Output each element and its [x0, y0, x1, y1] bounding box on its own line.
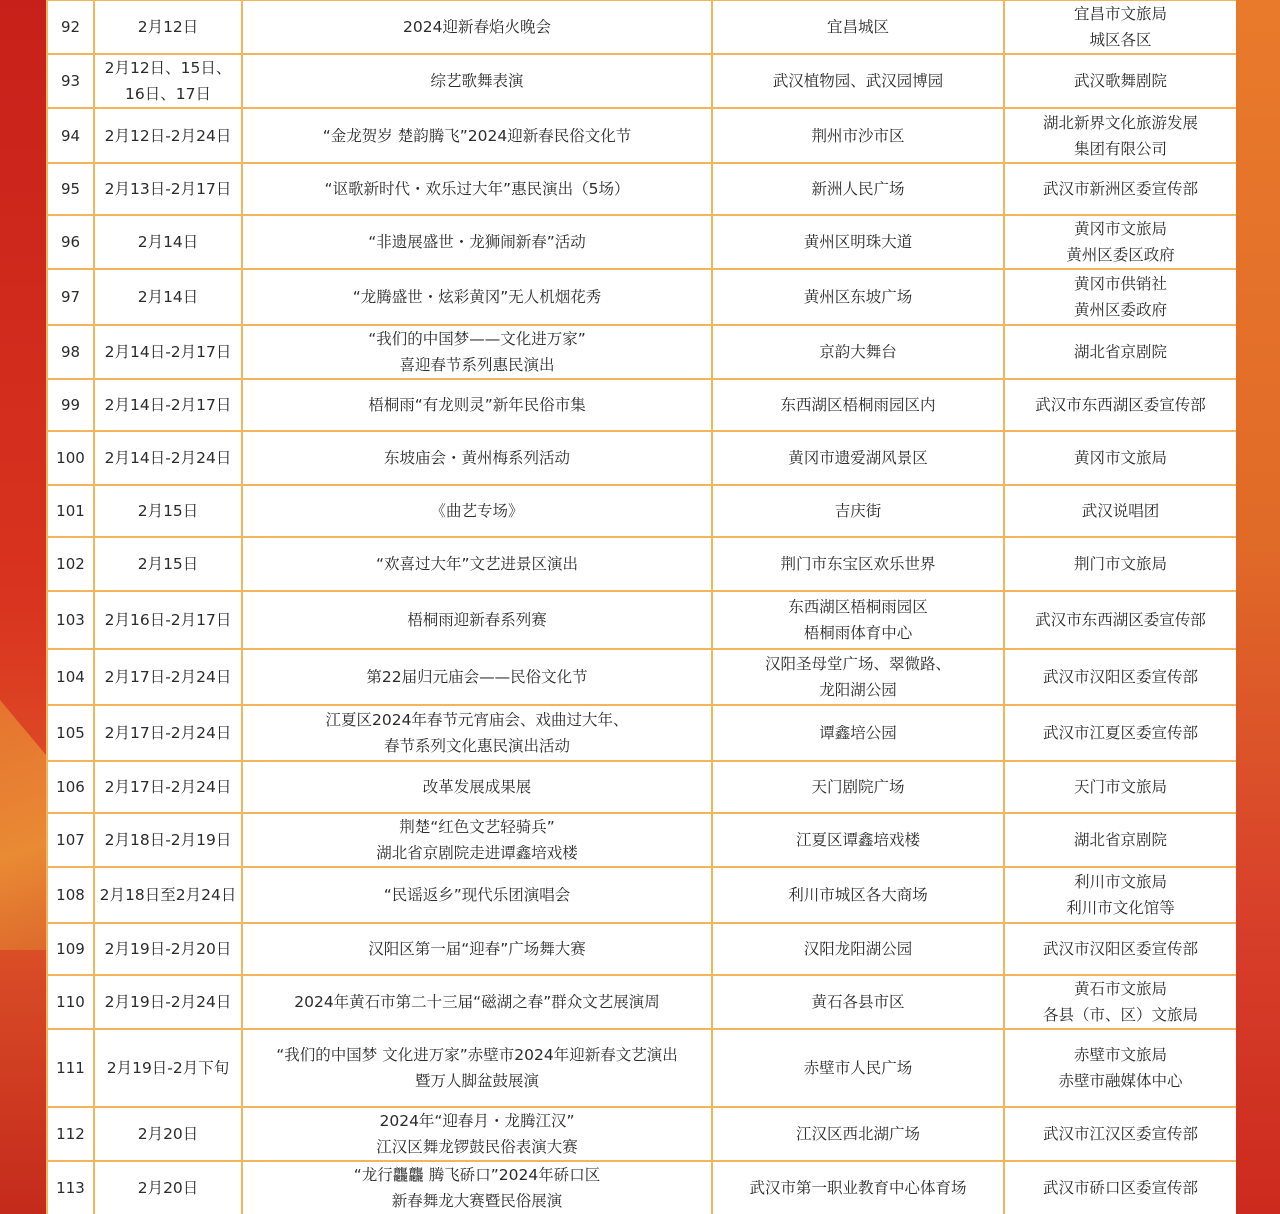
cell-event-name: 《曲艺专场》 [242, 485, 712, 537]
cell-venue: 荆州市沙市区 [712, 108, 1004, 163]
cell-event-name: “我们的中国梦 文化进万家”赤壁市2024年迎新春文艺演出 暨万人脚盆鼓展演 [242, 1029, 712, 1107]
cell-number: 110 [47, 975, 94, 1029]
cell-venue: 汉阳龙阳湖公园 [712, 923, 1004, 975]
cell-event-name: “民谣返乡”现代乐团演唱会 [242, 867, 712, 923]
cell-venue: 吉庆街 [712, 485, 1004, 537]
cell-date: 2月17日-2月24日 [94, 761, 242, 813]
table-row [47, 215, 1236, 269]
cell-date: 2月14日 [94, 215, 242, 269]
cell-date: 2月14日-2月17日 [94, 325, 242, 379]
table-row [47, 867, 1236, 923]
cell-date: 2月12日、15日、 16日、17日 [94, 54, 242, 108]
table-row [47, 923, 1236, 975]
cell-organizer: 武汉市江汉区委宣传部 [1004, 1107, 1236, 1161]
cell-venue: 赤壁市人民广场 [712, 1029, 1004, 1107]
cell-event-name: “欢喜过大年”文艺进景区演出 [242, 537, 712, 591]
cell-venue: 新洲人民广场 [712, 163, 1004, 215]
cell-venue: 江夏区谭鑫培戏楼 [712, 813, 1004, 867]
cell-venue: 宜昌城区 [712, 0, 1004, 54]
table-row [47, 705, 1236, 761]
cell-date: 2月14日 [94, 269, 242, 325]
cell-number: 107 [47, 813, 94, 867]
cell-number: 106 [47, 761, 94, 813]
cell-event-name: 第22届归元庙会——民俗文化节 [242, 649, 712, 705]
events-table-body [47, 0, 1236, 1214]
cell-organizer: 武汉市汉阳区委宣传部 [1004, 923, 1236, 975]
table-row [47, 54, 1236, 108]
cell-event-name: “龙行龘龘 腾飞硚口”2024年硚口区 新春舞龙大赛暨民俗展演 [242, 1161, 712, 1214]
cell-event-name: 改革发展成果展 [242, 761, 712, 813]
cell-event-name: 2024迎新春焰火晚会 [242, 0, 712, 54]
cell-date: 2月19日-2月下旬 [94, 1029, 242, 1107]
cell-organizer: 武汉市江夏区委宣传部 [1004, 705, 1236, 761]
cell-date: 2月16日-2月17日 [94, 591, 242, 649]
cell-event-name: “龙腾盛世・炫彩黄冈”无人机烟花秀 [242, 269, 712, 325]
cell-event-name: 梧桐雨迎新春系列赛 [242, 591, 712, 649]
right-orange-border [1234, 0, 1280, 1214]
cell-number: 100 [47, 431, 94, 485]
cell-organizer: 荆门市文旅局 [1004, 537, 1236, 591]
cell-number: 111 [47, 1029, 94, 1107]
table-row [47, 163, 1236, 215]
cell-venue: 黄州区东坡广场 [712, 269, 1004, 325]
cell-organizer: 武汉市硚口区委宣传部 [1004, 1161, 1236, 1214]
cell-venue: 京韵大舞台 [712, 325, 1004, 379]
cell-venue: 黄冈市遗爱湖风景区 [712, 431, 1004, 485]
cell-date: 2月19日-2月20日 [94, 923, 242, 975]
cell-event-name: 东坡庙会・黄州梅系列活动 [242, 431, 712, 485]
cell-organizer: 湖北新界文化旅游发展 集团有限公司 [1004, 108, 1236, 163]
left-red-border [0, 0, 46, 1214]
cell-organizer: 黄冈市文旅局 [1004, 431, 1236, 485]
cell-venue: 东西湖区梧桐雨园区 梧桐雨体育中心 [712, 591, 1004, 649]
table-row [47, 761, 1236, 813]
cell-number: 94 [47, 108, 94, 163]
cell-date: 2月14日-2月17日 [94, 379, 242, 431]
cell-number: 112 [47, 1107, 94, 1161]
cell-event-name: “金龙贺岁 楚韵腾飞”2024迎新春民俗文化节 [242, 108, 712, 163]
cell-venue: 天门剧院广场 [712, 761, 1004, 813]
cell-date: 2月20日 [94, 1107, 242, 1161]
cell-organizer: 武汉市汉阳区委宣传部 [1004, 649, 1236, 705]
table-row [47, 813, 1236, 867]
cell-event-name: 江夏区2024年春节元宵庙会、戏曲过大年、 春节系列文化惠民演出活动 [242, 705, 712, 761]
cell-event-name: 2024年黄石市第二十三届“磁湖之春”群众文艺展演周 [242, 975, 712, 1029]
cell-event-name: “讴歌新时代・欢乐过大年”惠民演出（5场） [242, 163, 712, 215]
table-row [47, 325, 1236, 379]
table-row [47, 1029, 1236, 1107]
table-row [47, 485, 1236, 537]
events-table [46, 0, 1236, 1214]
cell-organizer: 武汉市东西湖区委宣传部 [1004, 379, 1236, 431]
cell-event-name: 梧桐雨“有龙则灵”新年民俗市集 [242, 379, 712, 431]
cell-date: 2月18日-2月19日 [94, 813, 242, 867]
cell-venue: 黄石各县市区 [712, 975, 1004, 1029]
table-row [47, 1107, 1236, 1161]
cell-number: 98 [47, 325, 94, 379]
cell-date: 2月18日至2月24日 [94, 867, 242, 923]
cell-number: 97 [47, 269, 94, 325]
table-row [47, 649, 1236, 705]
cell-organizer: 天门市文旅局 [1004, 761, 1236, 813]
cell-number: 99 [47, 379, 94, 431]
cell-date: 2月12日-2月24日 [94, 108, 242, 163]
table-row [47, 108, 1236, 163]
cell-organizer: 湖北省京剧院 [1004, 325, 1236, 379]
cell-organizer: 赤壁市文旅局 赤壁市融媒体中心 [1004, 1029, 1236, 1107]
table-row [47, 379, 1236, 431]
cell-organizer: 武汉市东西湖区委宣传部 [1004, 591, 1236, 649]
cell-date: 2月14日-2月24日 [94, 431, 242, 485]
cell-venue: 利川市城区各大商场 [712, 867, 1004, 923]
events-table-container [46, 0, 1236, 1214]
cell-organizer: 武汉说唱团 [1004, 485, 1236, 537]
cell-venue: 汉阳圣母堂广场、翠微路、 龙阳湖公园 [712, 649, 1004, 705]
cell-number: 108 [47, 867, 94, 923]
cell-event-name: “我们的中国梦——文化进万家” 喜迎春节系列惠民演出 [242, 325, 712, 379]
cell-date: 2月20日 [94, 1161, 242, 1214]
cell-number: 95 [47, 163, 94, 215]
cell-date: 2月13日-2月17日 [94, 163, 242, 215]
cell-venue: 黄州区明珠大道 [712, 215, 1004, 269]
cell-event-name: 2024年“迎春月・龙腾江汉” 江汉区舞龙锣鼓民俗表演大赛 [242, 1107, 712, 1161]
table-row [47, 431, 1236, 485]
cell-number: 105 [47, 705, 94, 761]
cell-number: 104 [47, 649, 94, 705]
table-row [47, 591, 1236, 649]
cell-event-name: 荆楚“红色文艺轻骑兵” 湖北省京剧院走进谭鑫培戏楼 [242, 813, 712, 867]
cell-venue: 武汉市第一职业教育中心体育场 [712, 1161, 1004, 1214]
cell-number: 113 [47, 1161, 94, 1214]
cell-number: 92 [47, 0, 94, 54]
cell-event-name: “非遗展盛世・龙狮闹新春”活动 [242, 215, 712, 269]
cell-number: 102 [47, 537, 94, 591]
cell-number: 93 [47, 54, 94, 108]
cell-organizer: 武汉市新洲区委宣传部 [1004, 163, 1236, 215]
cell-number: 101 [47, 485, 94, 537]
cell-number: 109 [47, 923, 94, 975]
cell-number: 96 [47, 215, 94, 269]
cell-venue: 江汉区西北湖广场 [712, 1107, 1004, 1161]
cell-date: 2月17日-2月24日 [94, 705, 242, 761]
cell-organizer: 黄冈市文旅局 黄州区委区政府 [1004, 215, 1236, 269]
table-row [47, 1161, 1236, 1214]
cell-date: 2月15日 [94, 485, 242, 537]
cell-date: 2月12日 [94, 0, 242, 54]
cell-organizer: 武汉歌舞剧院 [1004, 54, 1236, 108]
table-row [47, 537, 1236, 591]
cell-date: 2月19日-2月24日 [94, 975, 242, 1029]
cell-date: 2月15日 [94, 537, 242, 591]
cell-organizer: 利川市文旅局 利川市文化馆等 [1004, 867, 1236, 923]
table-row [47, 0, 1236, 54]
table-row [47, 269, 1236, 325]
cell-organizer: 黄石市文旅局 各县（市、区）文旅局 [1004, 975, 1236, 1029]
cell-organizer: 湖北省京剧院 [1004, 813, 1236, 867]
cell-date: 2月17日-2月24日 [94, 649, 242, 705]
cell-venue: 东西湖区梧桐雨园区内 [712, 379, 1004, 431]
table-row [47, 975, 1236, 1029]
cell-venue: 武汉植物园、武汉园博园 [712, 54, 1004, 108]
cell-number: 103 [47, 591, 94, 649]
cell-organizer: 黄冈市供销社 黄州区委政府 [1004, 269, 1236, 325]
cell-organizer: 宜昌市文旅局 城区各区 [1004, 0, 1236, 54]
cell-event-name: 汉阳区第一届“迎春”广场舞大赛 [242, 923, 712, 975]
cell-venue: 谭鑫培公园 [712, 705, 1004, 761]
cell-event-name: 综艺歌舞表演 [242, 54, 712, 108]
cell-venue: 荆门市东宝区欢乐世界 [712, 537, 1004, 591]
